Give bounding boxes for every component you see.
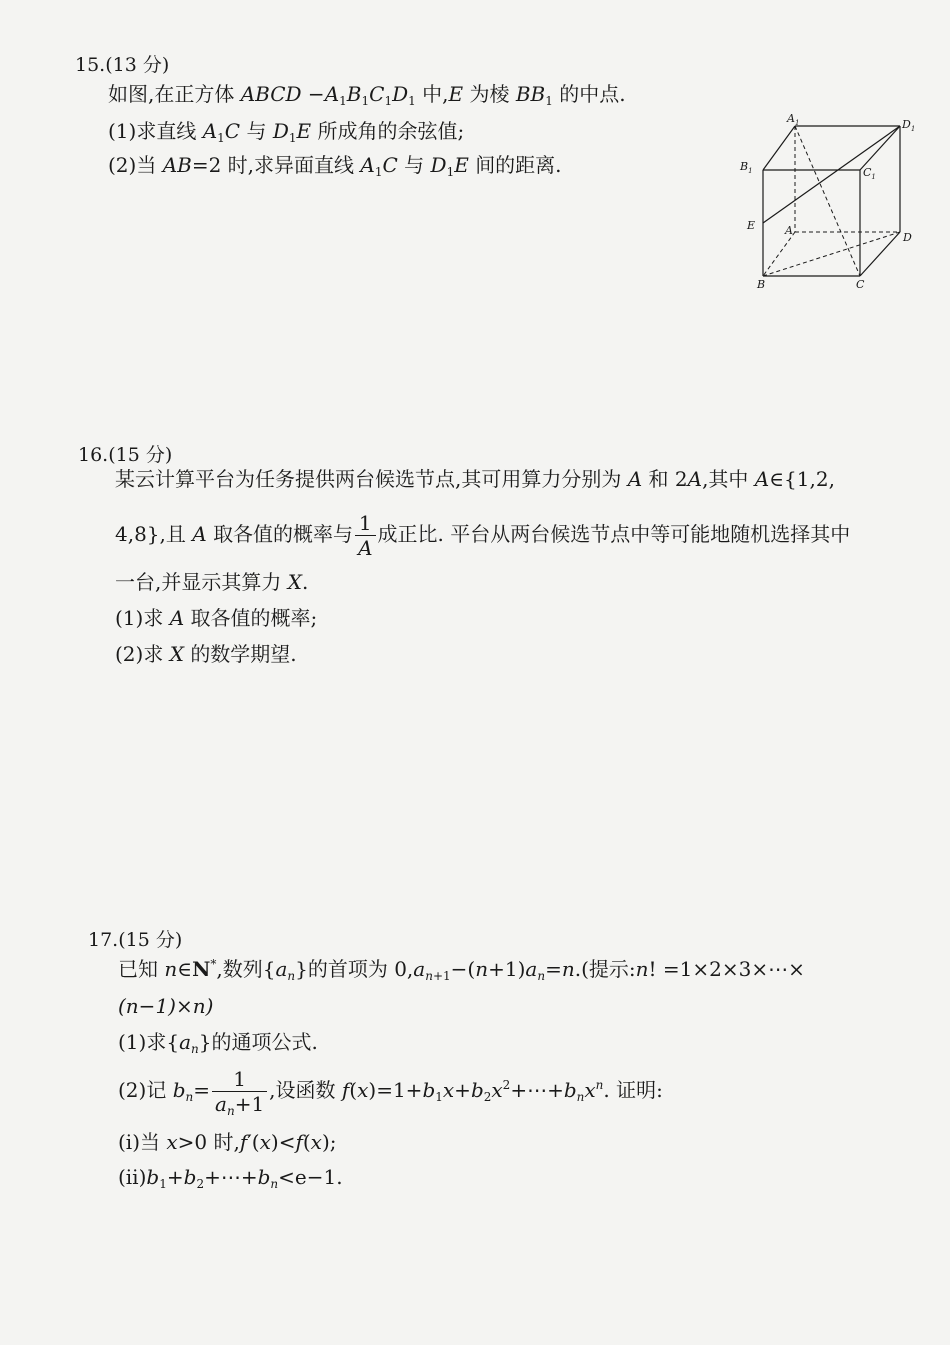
- q16-text-3: ,其中: [702, 467, 749, 491]
- edge-ab: [763, 232, 795, 276]
- label-c1: $C_1$: [863, 166, 876, 181]
- q15-part2-text-3: 与: [404, 153, 425, 177]
- q15-part1-text: (1)求直线: [108, 119, 197, 143]
- q16-part2-text: (2)求: [115, 642, 164, 666]
- q16-text-2: 和 2: [648, 467, 688, 491]
- q17-part-i-text-5: (: [302, 1130, 311, 1154]
- q17-part1-text: (1)求{: [118, 1030, 180, 1054]
- q15-part2-text-4: 间的距离.: [475, 153, 562, 177]
- q15-part2: (2)当 AB=2 时,求异面直线 $A_1C$ 与 $D_1E$ 间的距离.: [108, 153, 562, 179]
- q17-part2-text-2: =: [193, 1078, 211, 1102]
- q17-text-9: ! =1×2×3×⋯×: [648, 957, 805, 981]
- edge-d1c1: [860, 126, 900, 170]
- q16-number: 16.: [78, 444, 109, 466]
- q16-text-1: 某云计算平台为任务提供两台候选节点,其可用算力分别为: [115, 467, 622, 491]
- q16-part2: (2)求 X 的数学期望.: [115, 642, 297, 666]
- q17-part-i-text-2: >0 时,: [177, 1130, 240, 1154]
- q15-intro-text-4: 的中点.: [559, 82, 626, 106]
- q16-part2-text-2: 的数学期望.: [190, 642, 297, 666]
- q17-part2: (2)记 $b_n=$ $\frac{1}{a_n+1}$ ,设函数 $f(x)=1+b_1x+b_2x^2+\cdots+b_nx^n$. 证明:: [118, 1067, 663, 1118]
- q17-frac-num: 1: [212, 1069, 267, 1092]
- cube-figure: [735, 108, 925, 293]
- label-a1: $A_1$: [787, 112, 800, 127]
- q16-part1-text: (1)求: [115, 606, 164, 630]
- q17-text-6: +1): [488, 957, 526, 981]
- q16-fraction: [355, 513, 375, 558]
- q15-intro-text-2: 中,: [422, 82, 449, 106]
- q16-frac-num: 1: [355, 513, 375, 536]
- q16-text-7: 成正比. 平台从两台候选节点中等可能地随机选择其中: [377, 522, 851, 546]
- label-d1: $D_1$: [902, 118, 916, 133]
- q17-line2: [118, 992, 213, 1020]
- q17-frac-den: +1: [234, 1092, 265, 1116]
- q17-part1: (1)求$\{a_n\}$的通项公式.: [118, 1030, 318, 1056]
- q17-text-7: =: [545, 957, 562, 981]
- q15-part1-text-3: 所成角的余弦值;: [317, 119, 465, 143]
- q17-part1-text-2: }的通项公式.: [198, 1030, 318, 1054]
- label-b: B: [757, 278, 766, 291]
- q17-part2-text-5: )=1+: [368, 1078, 423, 1102]
- q17-header: [88, 925, 182, 954]
- q17-star: *: [210, 957, 217, 971]
- q17-part-i-text-4: )<: [270, 1130, 296, 1154]
- q15-intro-text: 如图,在正方体: [108, 82, 235, 106]
- q17-part2-text-3: ,设函数: [269, 1078, 336, 1102]
- q15-score: (13 分): [105, 54, 170, 76]
- label-a: A: [785, 224, 793, 237]
- q15-intro-text-3: 为棱: [469, 82, 510, 106]
- q17-text-2: ∈: [177, 957, 193, 981]
- q17-part-ii-text-3: +⋯+: [204, 1165, 258, 1189]
- q17-score: (15 分): [118, 929, 183, 951]
- segment-d1e: [763, 126, 900, 223]
- q17-part2-text-8: . 证明:: [603, 1078, 663, 1102]
- q16-line1: 某云计算平台为任务提供两台候选节点,其可用算力分别为 A 和 2A,其中 A∈{1,2,: [115, 467, 835, 491]
- q17-part-ii-text-2: +: [166, 1165, 184, 1189]
- q17-fraction: $\frac{1}{a_n+1}$: [212, 1069, 267, 1114]
- q17-text-10: (n−1)×n): [118, 994, 214, 1018]
- q16-text-9: .: [301, 570, 309, 594]
- q15-header: [75, 50, 169, 79]
- q17-part-ii-text: (ⅱ): [118, 1165, 147, 1189]
- q15-intro: 如图,在正方体 ABCD $-A_1B_1C_1D_1$ 中,E 为棱 $BB_1$ 的中点.: [108, 82, 626, 108]
- edge-b1a1: [763, 126, 795, 170]
- q15-number: 15.: [75, 54, 106, 76]
- q16-line3: 一台,并显示其算力 X.: [115, 570, 309, 594]
- q15-part1: (1)求直线 $A_1C$ 与 $D_1E$ 所成角的余弦值;: [108, 119, 465, 145]
- segment-a1c: [795, 126, 860, 276]
- q17-part-i: (ⅰ)当 x>0 时,f′(x)<f(x);: [118, 1130, 337, 1154]
- q17-number: 17.: [88, 929, 119, 951]
- q16-line2: 4,8},且 A 取各值的概率与 $\frac{1}{A}$ 成正比. 平台从两台候选节点中等可能地随机选择其中: [115, 511, 851, 560]
- q17-line1: 已知 n∈N*,数列$\{a_n\}$的首项为 $0,a_{n+1}-(n+1)a_n=n$.(提示:n! =1×2×3×⋯×: [118, 957, 805, 983]
- label-d: D: [903, 231, 912, 244]
- q17-part-i-text-3: ′(: [247, 1130, 260, 1154]
- label-b1: $B_1$: [740, 160, 753, 175]
- q16-score: (15 分): [108, 444, 173, 466]
- q17-text-8: .(提示:: [574, 957, 636, 981]
- q16-text-5: 4,8},且: [115, 522, 186, 546]
- q17-text-3: ,数列{: [216, 957, 276, 981]
- q15-part1-text-2: 与: [246, 119, 267, 143]
- q16-text-4: ∈{1,2,: [769, 467, 835, 491]
- q17-text-5: −(: [450, 957, 476, 981]
- label-e: E: [747, 219, 756, 232]
- q17-part-i-text-6: );: [321, 1130, 337, 1154]
- q16-text-6: 取各值的概率与: [213, 522, 354, 546]
- q17-text-1: 已知: [118, 957, 158, 981]
- q17-text-4: }的首项为 0,: [295, 957, 414, 981]
- q17-part-ii: $(ⅱ)b_1+b_2+\cdots+b_n<e-1$.: [118, 1165, 343, 1191]
- q17-part-i-text: (ⅰ)当: [118, 1130, 161, 1154]
- q17-part2-text-4: (: [349, 1078, 358, 1102]
- label-c: C: [856, 278, 865, 291]
- q17-part-ii-text-4: <e−1.: [278, 1165, 343, 1189]
- q17-part2-text: (2)记: [118, 1078, 167, 1102]
- q15-part2-text: (2)当: [108, 153, 157, 177]
- q16-part1-text-2: 取各值的概率;: [190, 606, 318, 630]
- q16-part1: (1)求 A 取各值的概率;: [115, 606, 318, 630]
- q16-frac-den: A: [358, 536, 373, 560]
- q17-part2-text-6: +: [454, 1078, 471, 1102]
- q17-set-n: N: [192, 957, 211, 981]
- q16-text-8: 一台,并显示其算力: [115, 570, 282, 594]
- q17-part2-text-7: +⋯+: [510, 1078, 564, 1102]
- q15-part2-text-2: =2 时,求异面直线: [191, 153, 355, 177]
